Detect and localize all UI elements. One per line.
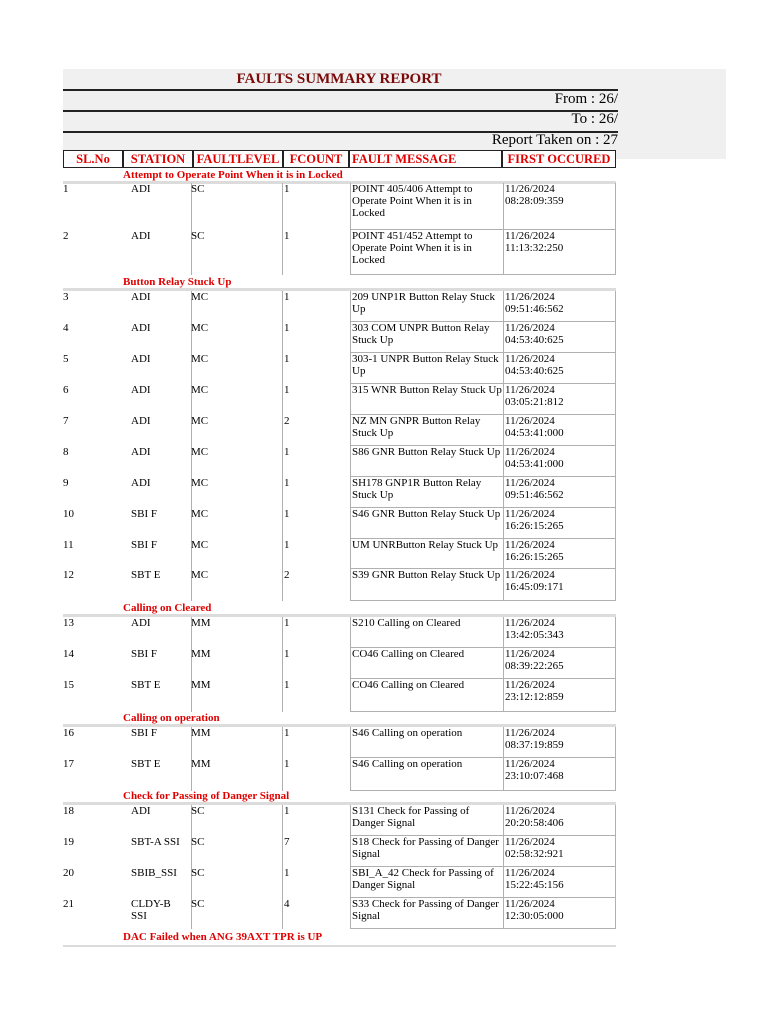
cell-divider: [350, 477, 351, 508]
table-row: [63, 508, 616, 539]
cell-slno: 11: [63, 539, 74, 551]
group-heading: DAC Failed when ANG 39AXT TPR is UP: [123, 931, 323, 943]
cell-fault-message: SBI_A_42 Check for Passing of Danger Signal: [352, 867, 494, 891]
cell-faultlevel: MM: [191, 758, 211, 770]
cell-divider: [615, 384, 616, 415]
cell-divider: [282, 569, 283, 601]
occured-date: 11/26/2024: [505, 569, 555, 581]
cell-divider: [282, 446, 283, 477]
cell-fcount: 1: [284, 230, 290, 242]
table-row: [63, 539, 616, 569]
table-row: [63, 446, 616, 477]
cell-divider: [615, 898, 616, 929]
cell-divider: [282, 836, 283, 867]
cell-divider: [615, 353, 616, 384]
table-row: [63, 569, 616, 601]
table-row: [63, 415, 616, 446]
cell-fcount: 1: [284, 617, 290, 629]
cell-divider: [615, 648, 616, 679]
cell-first-occured: [505, 477, 564, 501]
cell-fault-message: 303-1 UNPR Button Relay Stuck Up: [352, 353, 499, 377]
cell-faultlevel: MM: [191, 679, 211, 691]
cell-slno: 19: [63, 836, 74, 848]
cell-divider: [350, 230, 351, 275]
cell-station: SBI F: [131, 648, 157, 660]
cell-fcount: 1: [284, 539, 290, 551]
cell-station: ADI: [131, 322, 151, 334]
col-header-fault-message: FAULT MESSAGE: [349, 150, 502, 168]
cell-faultlevel: SC: [191, 805, 205, 817]
cell-first-occured: [505, 727, 564, 751]
occured-date: 11/26/2024: [505, 539, 555, 551]
table-row: [63, 867, 616, 898]
cell-divider: [350, 183, 351, 230]
occured-time: 04:53:40:625: [505, 334, 564, 346]
occured-date: 11/26/2024: [505, 679, 555, 691]
table-row: [63, 322, 616, 353]
cell-divider: [350, 539, 351, 569]
cell-divider: [350, 679, 351, 712]
cell-first-occured: [505, 617, 564, 641]
cell-divider: [615, 836, 616, 867]
cell-fcount: 1: [284, 291, 290, 303]
cell-divider: [282, 230, 283, 275]
occured-time: 11:13:32:250: [505, 242, 564, 254]
group-heading: Button Relay Stuck Up: [123, 276, 232, 288]
occured-date: 11/26/2024: [505, 805, 555, 817]
cell-faultlevel: SC: [191, 836, 205, 848]
cell-divider: [282, 679, 283, 712]
table-row: [63, 230, 616, 275]
cell-divider: [615, 230, 616, 275]
table-row: [63, 679, 616, 712]
cell-faultlevel: SC: [191, 867, 205, 879]
cell-first-occured: [505, 648, 564, 672]
cell-first-occured: [505, 679, 564, 703]
cell-divider: [350, 322, 351, 353]
cell-divider: [350, 867, 351, 898]
cell-station: ADI: [131, 384, 151, 396]
table-row: [63, 291, 616, 322]
cell-slno: 2: [63, 230, 69, 242]
cell-fcount: 1: [284, 183, 290, 195]
cell-faultlevel: MC: [191, 415, 209, 427]
cell-fcount: 1: [284, 384, 290, 396]
cell-station: SBT E: [131, 679, 161, 691]
occured-time: 08:28:09:359: [505, 195, 564, 207]
report-to: To : 26/: [571, 111, 618, 127]
cell-slno: 6: [63, 384, 69, 396]
cell-divider: [282, 415, 283, 446]
table-row: [63, 477, 616, 508]
cell-faultlevel: MC: [191, 508, 209, 520]
cell-divider: [282, 183, 283, 230]
cell-faultlevel: SC: [191, 183, 205, 195]
cell-slno: 3: [63, 291, 69, 303]
cell-first-occured: [505, 322, 564, 346]
cell-slno: 17: [63, 758, 74, 770]
row-divider: [350, 711, 616, 712]
occured-date: 11/26/2024: [505, 183, 555, 195]
cell-divider: [282, 508, 283, 539]
cell-station: SBI F: [131, 727, 157, 739]
cell-faultlevel: MC: [191, 353, 209, 365]
cell-faultlevel: MC: [191, 569, 209, 581]
col-header-station: STATION: [123, 150, 193, 168]
report-from: From : 26/: [554, 91, 618, 107]
report-title: FAULTS SUMMARY REPORT: [236, 71, 442, 87]
row-divider: [350, 600, 616, 601]
occured-date: 11/26/2024: [505, 446, 555, 458]
cell-divider: [350, 508, 351, 539]
occured-time: 04:53:41:000: [505, 458, 564, 470]
table-row: [63, 758, 616, 791]
cell-fault-message: POINT 451/452 Attempt to Operate Point When it is in Locked: [352, 230, 473, 266]
cell-fcount: 7: [284, 836, 290, 848]
cell-first-occured: [505, 508, 564, 532]
occured-time: 04:53:41:000: [505, 427, 564, 439]
cell-divider: [282, 898, 283, 929]
occured-date: 11/26/2024: [505, 415, 555, 427]
cell-station: SBIB_SSI: [131, 867, 177, 879]
cell-fcount: 1: [284, 446, 290, 458]
occured-date: 11/26/2024: [505, 230, 555, 242]
cell-fault-message: 315 WNR Button Relay Stuck Up: [352, 384, 502, 396]
cell-divider: [350, 898, 351, 929]
occured-time: 08:39:22:265: [505, 660, 564, 672]
occured-date: 11/26/2024: [505, 648, 555, 660]
cell-station: ADI: [131, 353, 151, 365]
cell-slno: 15: [63, 679, 74, 691]
cell-slno: 5: [63, 353, 69, 365]
cell-divider: [615, 727, 616, 758]
group-heading: Calling on Cleared: [123, 602, 212, 614]
cell-station: ADI: [131, 291, 151, 303]
cell-slno: 16: [63, 727, 74, 739]
cell-first-occured: [505, 384, 564, 408]
cell-slno: 7: [63, 415, 69, 427]
cell-slno: 1: [63, 183, 69, 195]
col-header-faultlevel: FAULTLEVEL: [193, 150, 283, 168]
cell-divider: [282, 477, 283, 508]
occured-time: 16:45:09:171: [505, 581, 564, 593]
occured-time: 16:26:15:265: [505, 520, 564, 532]
cell-fcount: 1: [284, 867, 290, 879]
occured-date: 11/26/2024: [505, 477, 555, 489]
cell-station: ADI: [131, 617, 151, 629]
cell-fcount: 1: [284, 353, 290, 365]
header-divider: [63, 110, 618, 112]
cell-divider: [615, 617, 616, 648]
cell-fault-message: S46 GNR Button Relay Stuck Up: [352, 508, 501, 520]
cell-faultlevel: MC: [191, 322, 209, 334]
cell-faultlevel: SC: [191, 230, 205, 242]
cell-first-occured: [505, 836, 564, 860]
cell-station: SBT E: [131, 758, 161, 770]
occured-time: 04:53:40:625: [505, 365, 564, 377]
cell-fcount: 1: [284, 679, 290, 691]
occured-date: 11/26/2024: [505, 898, 555, 910]
cell-fcount: 1: [284, 508, 290, 520]
cell-first-occured: [505, 446, 564, 470]
occured-date: 11/26/2024: [505, 617, 555, 629]
occured-time: 20:20:58:406: [505, 817, 564, 829]
table-row: [63, 353, 616, 384]
occured-time: 23:10:07:468: [505, 770, 564, 782]
cell-divider: [350, 758, 351, 791]
report-taken-on: Report Taken on : 27: [491, 132, 618, 148]
cell-fcount: 1: [284, 805, 290, 817]
cell-fault-message: S46 Calling on operation: [352, 727, 463, 739]
cell-slno: 4: [63, 322, 69, 334]
occured-date: 11/26/2024: [505, 291, 555, 303]
cell-fault-message: S131 Check for Passing of Danger Signal: [352, 805, 470, 829]
col-header-first-occured: FIRST OCCURED: [502, 150, 616, 168]
cell-divider: [615, 322, 616, 353]
cell-divider: [615, 183, 616, 230]
cell-fault-message: S86 GNR Button Relay Stuck Up: [352, 446, 501, 458]
cell-divider: [350, 291, 351, 322]
cell-divider: [615, 758, 616, 791]
occured-date: 11/26/2024: [505, 508, 555, 520]
cell-divider: [350, 648, 351, 679]
cell-fault-message: S46 Calling on operation: [352, 758, 463, 770]
cell-station: SBI F: [131, 508, 157, 520]
cell-divider: [282, 539, 283, 569]
table-row: [63, 727, 616, 758]
cell-divider: [350, 836, 351, 867]
cell-divider: [350, 415, 351, 446]
group-heading: Attempt to Operate Point When it is in Locked: [123, 169, 343, 181]
cell-divider: [615, 867, 616, 898]
cell-divider: [350, 569, 351, 601]
cell-slno: 14: [63, 648, 74, 660]
cell-faultlevel: MM: [191, 727, 211, 739]
cell-fcount: 1: [284, 758, 290, 770]
cell-first-occured: [505, 415, 564, 439]
cell-faultlevel: MC: [191, 477, 209, 489]
cell-fcount: 1: [284, 322, 290, 334]
cell-faultlevel: MM: [191, 648, 211, 660]
cell-divider: [282, 384, 283, 415]
cell-slno: 9: [63, 477, 69, 489]
cell-divider: [282, 353, 283, 384]
occured-date: 11/26/2024: [505, 758, 555, 770]
table-row: [63, 898, 616, 929]
row-divider: [350, 790, 616, 791]
cell-divider: [615, 508, 616, 539]
occured-time: 02:58:32:921: [505, 848, 564, 860]
row-divider: [350, 274, 616, 275]
table-row: [63, 836, 616, 867]
cell-fault-message: POINT 405/406 Attempt to Operate Point When it is in Locked: [352, 183, 473, 219]
occured-time: 09:51:46:562: [505, 303, 564, 315]
cell-fault-message: NZ MN GNPR Button Relay Stuck Up: [352, 415, 481, 439]
cell-station: ADI: [131, 415, 151, 427]
cell-divider: [282, 805, 283, 836]
cell-divider: [350, 617, 351, 648]
cell-station: ADI: [131, 446, 151, 458]
cell-fault-message: S39 GNR Button Relay Stuck Up: [352, 569, 501, 581]
cell-divider: [350, 727, 351, 758]
cell-fault-message: S18 Check for Passing of Danger Signal: [352, 836, 499, 860]
cell-divider: [615, 539, 616, 569]
cell-faultlevel: MC: [191, 539, 209, 551]
row-divider: [350, 928, 616, 929]
cell-faultlevel: MM: [191, 617, 211, 629]
cell-first-occured: [505, 867, 564, 891]
cell-first-occured: [505, 353, 564, 377]
cell-station: ADI: [131, 230, 151, 242]
cell-divider: [282, 727, 283, 758]
cell-first-occured: [505, 805, 564, 829]
table-row: [63, 648, 616, 679]
cell-station: CLDY-B SSI: [131, 898, 171, 922]
cell-first-occured: [505, 230, 563, 254]
cell-fault-message: 303 COM UNPR Button Relay Stuck Up: [352, 322, 490, 346]
occured-time: 15:22:45:156: [505, 879, 564, 891]
cell-fault-message: UM UNRButton Relay Stuck Up: [352, 539, 499, 551]
cell-divider: [615, 291, 616, 322]
cell-fcount: 4: [284, 898, 290, 910]
cell-station: ADI: [131, 805, 151, 817]
cell-station: SBT E: [131, 569, 161, 581]
cell-divider: [282, 617, 283, 648]
cell-divider: [282, 322, 283, 353]
cell-first-occured: [505, 758, 564, 782]
cell-divider: [615, 446, 616, 477]
table-bottom-divider: [63, 945, 616, 947]
occured-time: 08:37:19:859: [505, 739, 564, 751]
occured-date: 11/26/2024: [505, 353, 555, 365]
occured-time: 09:51:46:562: [505, 489, 564, 501]
cell-fault-message: SH178 GNP1R Button Relay Stuck Up: [352, 477, 482, 501]
occured-time: 23:12:12:859: [505, 691, 564, 703]
cell-fault-message: CO46 Calling on Cleared: [352, 648, 465, 660]
occured-date: 11/26/2024: [505, 727, 555, 739]
cell-divider: [350, 384, 351, 415]
occured-time: 16:26:15:265: [505, 551, 564, 563]
cell-divider: [282, 758, 283, 791]
cell-divider: [350, 446, 351, 477]
cell-divider: [615, 805, 616, 836]
cell-faultlevel: MC: [191, 384, 209, 396]
cell-faultlevel: SC: [191, 898, 205, 910]
occured-time: 12:30:05:000: [505, 910, 564, 922]
cell-divider: [615, 679, 616, 712]
col-header-fcount: FCOUNT: [283, 150, 349, 168]
occured-date: 11/26/2024: [505, 867, 555, 879]
cell-fault-message: 209 UNP1R Button Relay Stuck Up: [352, 291, 496, 315]
occured-date: 11/26/2024: [505, 384, 555, 396]
group-heading: Check for Passing of Danger Signal: [123, 790, 290, 802]
cell-slno: 10: [63, 508, 74, 520]
occured-time: 03:05:21:812: [505, 396, 564, 408]
cell-fault-message: CO46 Calling on Cleared: [352, 679, 465, 691]
table-row: [63, 617, 616, 648]
cell-first-occured: [505, 569, 564, 593]
cell-station: SBI F: [131, 539, 157, 551]
occured-date: 11/26/2024: [505, 836, 555, 848]
cell-divider: [615, 477, 616, 508]
cell-divider: [350, 805, 351, 836]
cell-divider: [282, 291, 283, 322]
occured-date: 11/26/2024: [505, 322, 555, 334]
cell-faultlevel: MC: [191, 291, 209, 303]
table-row: [63, 384, 616, 415]
cell-divider: [615, 569, 616, 601]
cell-divider: [350, 353, 351, 384]
cell-station: SBT-A SSI: [131, 836, 180, 848]
occured-time: 13:42:05:343: [505, 629, 564, 641]
cell-first-occured: [505, 183, 564, 207]
cell-divider: [282, 648, 283, 679]
cell-station: ADI: [131, 477, 151, 489]
cell-slno: 20: [63, 867, 74, 879]
cell-divider: [282, 867, 283, 898]
cell-fcount: 1: [284, 727, 290, 739]
cell-divider: [615, 415, 616, 446]
cell-slno: 21: [63, 898, 74, 910]
cell-first-occured: [505, 539, 564, 563]
table-header-row: [63, 150, 616, 168]
cell-fcount: 1: [284, 477, 290, 489]
cell-slno: 12: [63, 569, 74, 581]
header-divider: [63, 89, 618, 91]
cell-fcount: 2: [284, 569, 290, 581]
col-header-slno: SL.No: [63, 150, 123, 168]
cell-slno: 18: [63, 805, 74, 817]
cell-fcount: 2: [284, 415, 290, 427]
cell-fault-message: S33 Check for Passing of Danger Signal: [352, 898, 499, 922]
cell-fcount: 1: [284, 648, 290, 660]
cell-station: ADI: [131, 183, 151, 195]
cell-fault-message: S210 Calling on Cleared: [352, 617, 461, 629]
cell-faultlevel: MC: [191, 446, 209, 458]
cell-first-occured: [505, 898, 564, 922]
cell-slno: 8: [63, 446, 69, 458]
group-heading: Calling on operation: [123, 712, 220, 724]
cell-first-occured: [505, 291, 564, 315]
cell-slno: 13: [63, 617, 74, 629]
table-row: [63, 183, 616, 230]
table-row: [63, 805, 616, 836]
